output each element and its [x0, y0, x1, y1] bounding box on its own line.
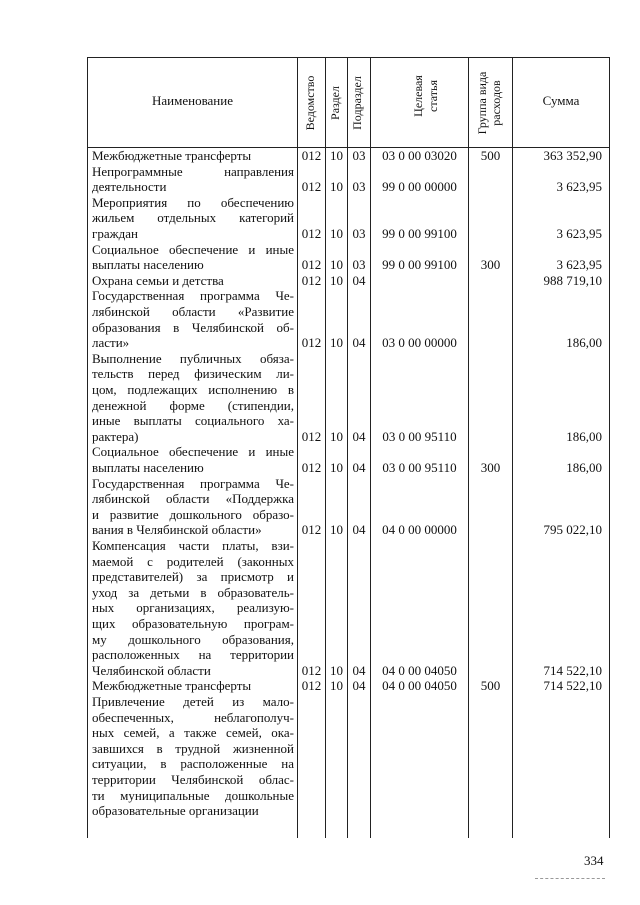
- row-name-line: представителей) за присмотр и: [92, 569, 294, 585]
- cell-razdel: 10: [330, 460, 343, 475]
- cell-gruppa: 300: [480, 460, 501, 475]
- row-name-line: цом, подлежащих исполнению в: [92, 381, 294, 397]
- cell-podrazdel: 04: [352, 662, 366, 678]
- row-name-line: Привлечение детей из мало-: [92, 694, 294, 709]
- cell-razdel: 10: [330, 272, 343, 288]
- cell-vedomstvo: 012: [301, 662, 322, 678]
- col-border: [87, 57, 88, 838]
- cell-celevaya: 04 0 00 04050: [382, 662, 457, 678]
- row-name-line: Мероприятия по обеспечению: [92, 194, 294, 210]
- row-name-line: иные выплаты социального ха-: [92, 413, 294, 429]
- cell-vedomstvo: 012: [301, 335, 322, 351]
- row-name-line: деятельности: [92, 179, 167, 195]
- cell-podrazdel: 04: [352, 678, 366, 694]
- row-name-line: ласти»: [92, 335, 130, 351]
- row-name-line: уход за детьми в образователь-: [92, 584, 294, 600]
- cell-podrazdel: 04: [352, 335, 366, 351]
- cell-podrazdel: 03: [352, 179, 366, 195]
- row-name-line: Компенсация части платы, взи-: [92, 538, 294, 553]
- row-name-line: Государственная программа Че-: [92, 475, 294, 491]
- cell-vedomstvo: 012: [301, 678, 322, 694]
- row-name: [92, 148, 294, 164]
- row-name-line: ных организациях, реализую-: [92, 600, 294, 616]
- cell-summa: 186,00: [566, 460, 602, 475]
- cell-podrazdel: 03: [352, 226, 366, 241]
- cell-razdel: 10: [330, 148, 343, 163]
- cell-razdel: 10: [330, 428, 343, 444]
- header-celevaya-line1: Целевая: [411, 75, 425, 117]
- col-border: [325, 57, 326, 838]
- table-top-border: [87, 57, 609, 58]
- cell-vedomstvo: 012: [301, 226, 322, 241]
- col-border: [347, 57, 348, 838]
- header-summa: Сумма: [542, 93, 580, 108]
- row-name: [92, 351, 294, 445]
- row-name-line: расположенных на территории: [92, 647, 294, 663]
- header-razdel: Раздел: [328, 86, 342, 120]
- cell-vedomstvo: 012: [301, 428, 322, 444]
- cell-summa: 186,00: [566, 428, 602, 444]
- cell-celevaya: 99 0 00 99100: [382, 257, 457, 273]
- cell-razdel: 10: [330, 678, 343, 694]
- row-name-line: Выполнение публичных обяза-: [92, 350, 294, 366]
- row-name-line: Социальное обеспечение и иные: [92, 444, 294, 460]
- cell-razdel: 10: [330, 257, 343, 273]
- row-name-line: ных семей, а также семей, ока-: [92, 725, 294, 741]
- row-name: [92, 164, 294, 195]
- cell-razdel: 10: [330, 226, 343, 241]
- row-name-line: образования в Челябинской об-: [92, 319, 294, 335]
- cell-celevaya: 03 0 00 95110: [382, 428, 457, 444]
- cell-gruppa: 500: [480, 678, 501, 694]
- row-name-line: Непрограммные направления: [92, 163, 294, 179]
- cell-gruppa: 500: [480, 148, 501, 163]
- cell-vedomstvo: 012: [301, 257, 322, 273]
- row-name-line: обеспеченных, неблагополуч-: [92, 709, 294, 725]
- row-name: [92, 538, 294, 678]
- cell-podrazdel: 04: [352, 272, 366, 288]
- cell-celevaya: 99 0 00 99100: [382, 226, 457, 241]
- row-name-line: тельств перед физическим ли-: [92, 366, 294, 382]
- row-name-line: Челябинской области: [92, 662, 211, 678]
- row-name-line: территории Челябинской облас-: [92, 771, 294, 787]
- col-border: [370, 57, 371, 838]
- row-name-line: щих образовательную програм-: [92, 615, 294, 631]
- cell-summa: 3 623,95: [556, 226, 602, 241]
- row-name-line: лябинской области «Развитие: [92, 303, 294, 319]
- cell-vedomstvo: 012: [301, 179, 322, 195]
- cell-podrazdel: 04: [352, 460, 366, 475]
- row-name-line: маемой с родителей (законных: [92, 553, 294, 569]
- header-gruppa-line2: расходов: [489, 80, 503, 126]
- row-name-line: рактера): [92, 428, 139, 444]
- row-name-line: Межбюджетные трансферты: [92, 678, 252, 694]
- cell-summa: 714 522,10: [543, 678, 602, 694]
- row-name-line: граждан: [92, 225, 138, 241]
- row-name-line: выплаты населению: [92, 459, 204, 475]
- page-number: 334: [584, 853, 604, 868]
- row-name-line: ситуации, в расположенные на: [92, 756, 294, 772]
- row-name-line: жильем отдельных категорий: [92, 210, 294, 226]
- row-name-line: му дошкольного образования,: [92, 631, 294, 647]
- footer-divider: [535, 878, 605, 879]
- cell-celevaya: 03 0 00 03020: [382, 148, 457, 163]
- cell-summa: 3 623,95: [556, 257, 602, 273]
- row-name-line: Государственная программа Че-: [92, 288, 294, 304]
- col-border: [297, 57, 298, 838]
- cell-summa: 714 522,10: [543, 662, 602, 678]
- cell-gruppa: 300: [480, 257, 501, 273]
- row-name: [92, 242, 294, 273]
- row-name-line: лябинской области «Поддержка: [92, 491, 294, 507]
- row-name: [92, 444, 294, 475]
- col-border: [468, 57, 469, 838]
- header-vedomstvo: Ведомство: [303, 75, 317, 131]
- col-border: [512, 57, 513, 838]
- row-name-line: и развитие дошкольного образо-: [92, 506, 294, 522]
- row-name-line: Межбюджетные трансферты: [92, 148, 252, 163]
- cell-podrazdel: 03: [352, 148, 366, 163]
- cell-celevaya: 03 0 00 95110: [382, 460, 457, 475]
- row-name: [92, 195, 294, 242]
- cell-summa: 363 352,90: [543, 148, 602, 163]
- row-name-line: выплаты населению: [92, 257, 204, 273]
- cell-summa: 3 623,95: [556, 179, 602, 195]
- cell-summa: 795 022,10: [543, 522, 602, 538]
- cell-vedomstvo: 012: [301, 272, 322, 288]
- row-name: [92, 694, 294, 819]
- cell-podrazdel: 04: [352, 428, 366, 444]
- cell-celevaya: 04 0 00 04050: [382, 678, 457, 694]
- cell-razdel: 10: [330, 335, 343, 351]
- cell-podrazdel: 04: [352, 522, 366, 538]
- cell-vedomstvo: 012: [301, 522, 322, 538]
- row-name-line: вания в Челябинской области»: [92, 522, 262, 538]
- cell-summa: 186,00: [566, 335, 602, 351]
- cell-celevaya: 03 0 00 00000: [382, 335, 457, 351]
- cell-razdel: 10: [330, 662, 343, 678]
- cell-podrazdel: 03: [352, 257, 366, 273]
- cell-celevaya: 99 0 00 00000: [382, 179, 457, 195]
- col-border: [609, 57, 610, 838]
- cell-razdel: 10: [330, 179, 343, 195]
- cell-celevaya: 04 0 00 00000: [382, 522, 457, 538]
- row-name: [92, 273, 294, 289]
- row-name: [92, 288, 294, 350]
- row-name-line: Социальное обеспечение и иные: [92, 241, 294, 257]
- cell-vedomstvo: 012: [301, 148, 322, 163]
- row-name-line: денежной форме (стипендии,: [92, 397, 294, 413]
- header-name: Наименование: [152, 93, 233, 108]
- cell-summa: 988 719,10: [543, 272, 602, 288]
- row-name: [92, 678, 294, 694]
- row-name-line: ти муниципальные дошкольные: [92, 787, 294, 803]
- row-name-line: завшихся в трудной жизненной: [92, 740, 294, 756]
- header-podrazdel: Подраздел: [350, 76, 364, 130]
- row-name-line: Охрана семьи и детства: [92, 272, 224, 288]
- row-name-line: образовательные организации: [92, 803, 259, 819]
- header-celevaya-line2: статья: [426, 80, 440, 112]
- cell-razdel: 10: [330, 522, 343, 538]
- row-name: [92, 476, 294, 538]
- cell-vedomstvo: 012: [301, 460, 322, 475]
- header-gruppa-line1: Группа вида: [475, 71, 489, 135]
